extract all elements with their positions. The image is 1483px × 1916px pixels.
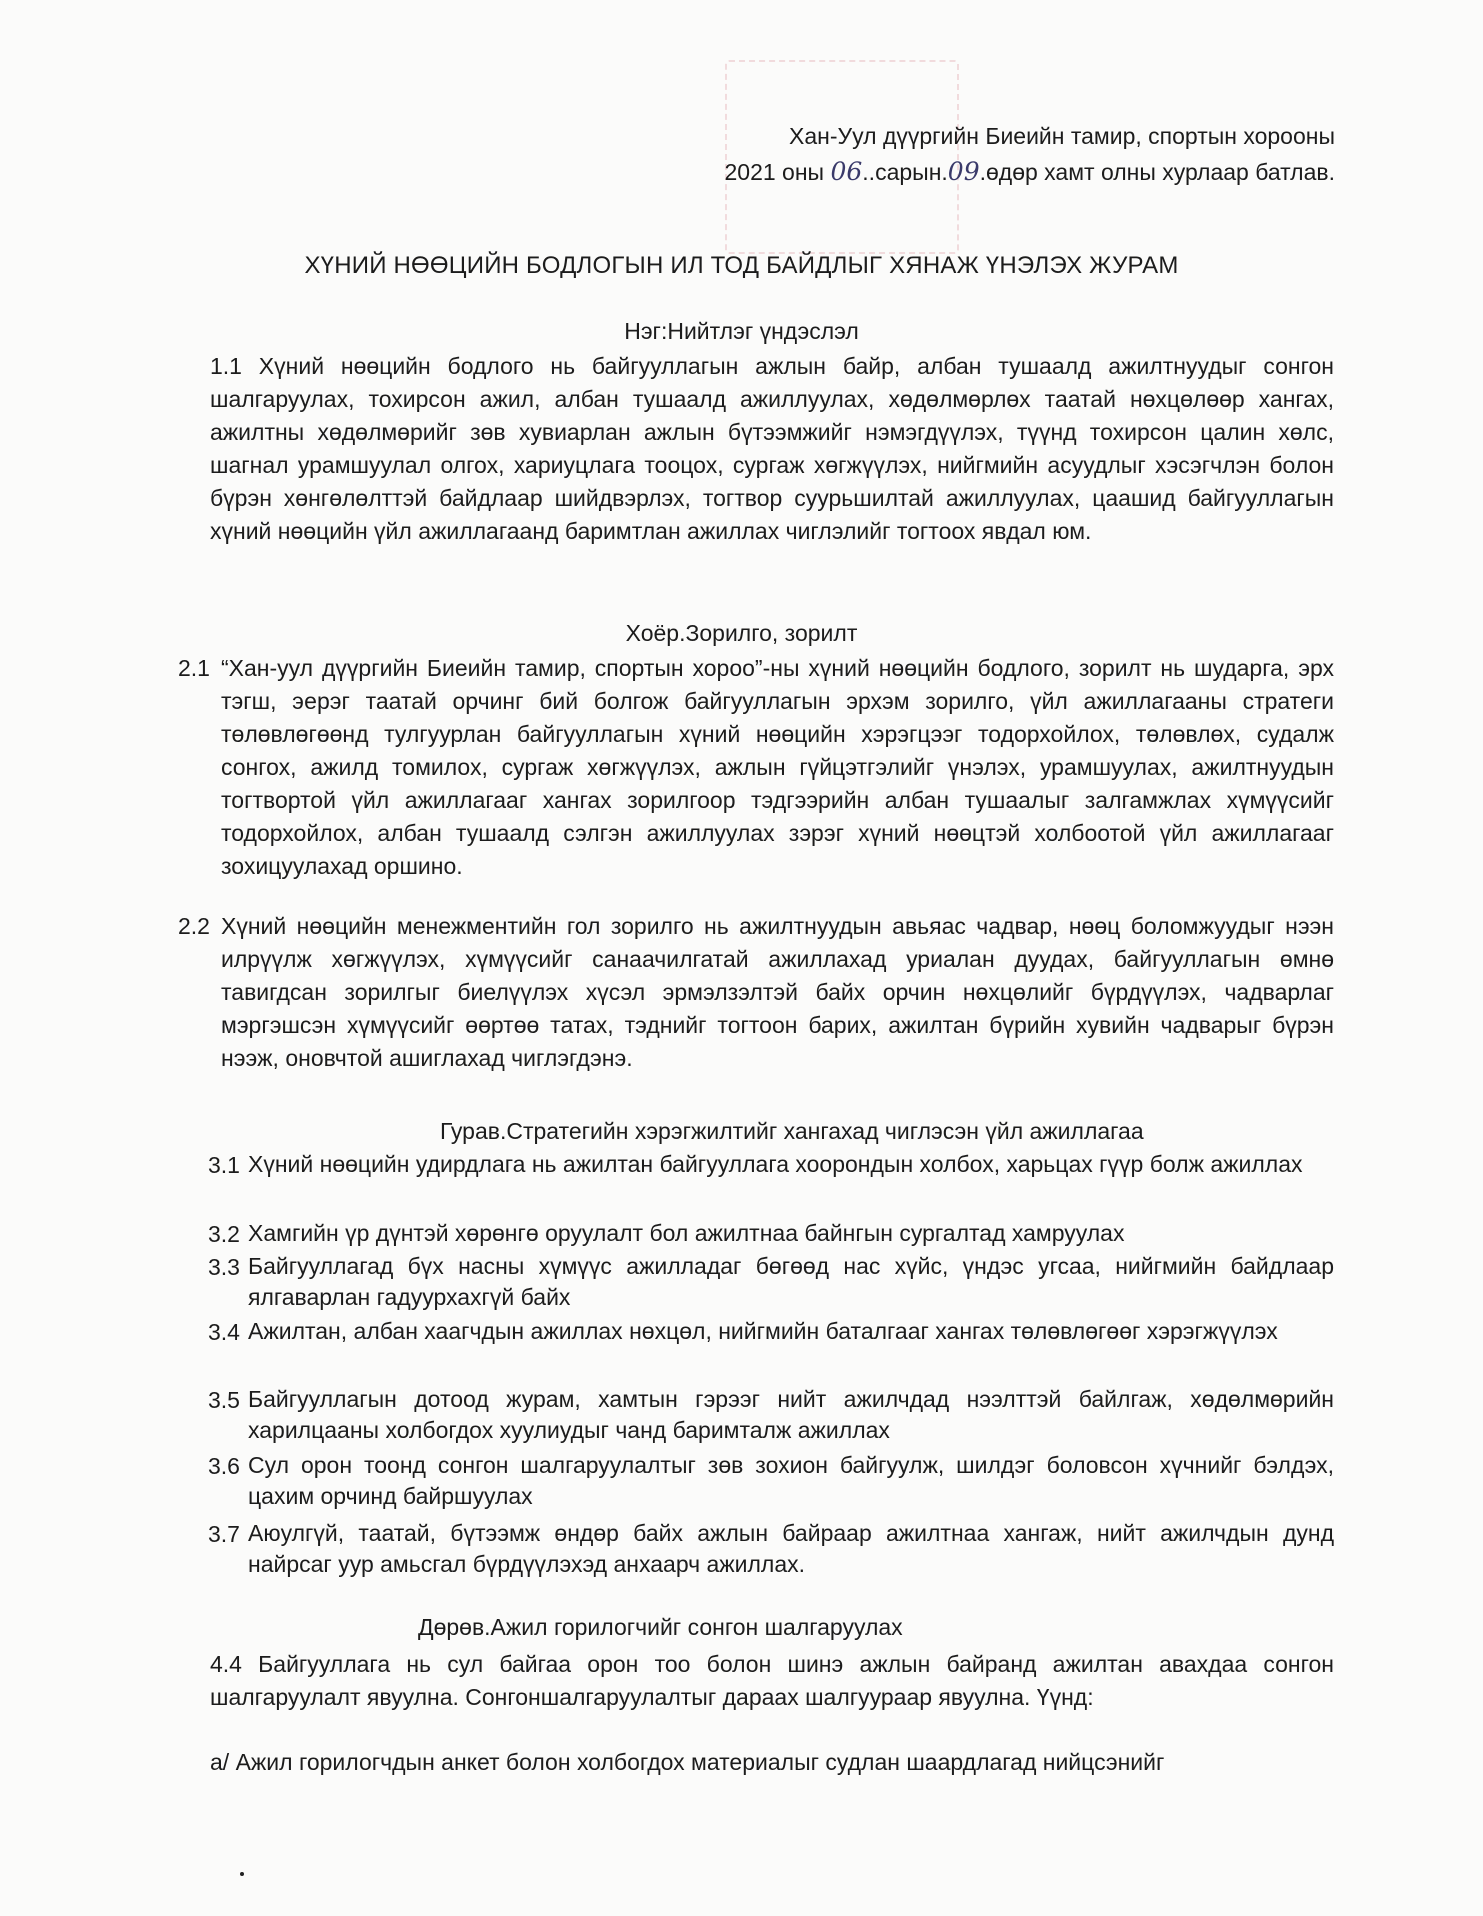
list-item: Сул орон тоонд сонгон шалгаруулалтыг зөв зохион байгуулж, шилдэг боловсон хүчнийг бэлдэх, цахим орчинд байршуулах <box>248 1452 1334 1509</box>
section-2-heading: Хоёр.Зорилго, зорилт <box>625 620 858 646</box>
list-item-number: 3.4 <box>208 1319 240 1345</box>
list-item-number: 3.6 <box>208 1453 240 1479</box>
list-item-number: 3.2 <box>208 1221 240 1247</box>
para-4-4: 4.4 Байгууллага нь сул байгаа орон тоо болон шинэ ажлын байранд ажилтан авахдаа сонгон шалгаруулалт явуулна. Сонгоншалгаруулалтыг дараах шалгуураар явуулна. Үүнд: <box>210 1651 1334 1710</box>
list-item: Байгууллагын дотоод журам, хамтын гэрээг нийт ажилчдад нээлттэй байлгаж, хөдөлмөрийн харилцааны холбогдох хуулиудыг чанд баримталж ажиллах <box>248 1386 1334 1443</box>
list-item-number: 3.7 <box>208 1521 240 1547</box>
approval-month: 06 <box>830 157 863 186</box>
section-1-heading: Нэг:Нийтлэг үндэслэл <box>624 318 859 344</box>
para-2-2-number: 2.2 <box>178 913 210 939</box>
list-item: Ажилтан, албан хаагчдын ажиллах нөхцөл, нийгмийн баталгааг хангах төлөвлөгөөг хэрэгжүүлэх <box>248 1318 1278 1344</box>
section-4-heading: Дөрөв.Ажил горилогчийг сонгон шалгаруулах <box>418 1614 903 1640</box>
section-3-heading: Гурав.Стратегийн хэрэгжилтийг хангахад чиглэсэн үйл ажиллагаа <box>440 1118 1144 1144</box>
para-2-1: “Хан-уул дүүргийн Биеийн тамир, спортын хороо”-ны хүний нөөцийн бодлого, зорилт нь шударга, эрх тэгш, эерэг таатай орчинг бий болгож байгууллагын эрхэм зорилго, үйл ажиллагааны стратеги төлөвлөгөөнд тулгуурлан байгууллагын хүний нөөцийн хэрэгцээг тодорхойлох, төлөвлөх, судалж сонгох, ажилд томилох, сургаж хөгжүүлэх, ажлын гүйцэтгэлийг үнэлэх, урамшуулах, ажилтнуудын тогтвортой үйл ажиллагааг хангах зорилгоор тэдгээрийн албан тушаалыг залгамжлах хүмүүсийг тодорхойлох, албан тушаалд сэлгэн ажиллуулах зэрэг хүний нөөцтэй холбоотой үйл ажиллагааг зохицуулахад оршино. <box>221 655 1334 879</box>
section-1-paragraph: 1.1 Хүний нөөцийн бодлого нь байгууллагын ажлын байр, албан тушаалд ажилтнуудыг сонгон шалгаруулах, тохирсон ажил, албан тушаалд ажиллуулах, хөдөлмөрлөх таатай нөхцөлөөр хангах, ажилтны хөдөлмөрийг зөв хувиарлан ажлын бүтээмжийг нэмэгдүүлэх, түүнд тохирсон цалин хөлс, шагнал урамшуулал олгох, хариуцлага тооцох, сургаж хөгжүүлэх, нийгмийн асуудлыг хэсэгчлэн болон бүрэн хөнгөлөлттэй байдлаар шийдвэрлэх, тогтвор суурьшилтай ажиллуулах, цаашид байгууллагын хүний нөөцийн үйл ажиллагаанд баримтлан ажиллах чиглэлийг тогтоох явдал юм. <box>210 353 1334 544</box>
list-item: Хүний нөөцийн удирдлага нь ажилтан байгууллага хоорондын холбох, харьцах гүүр болж ажиллах <box>248 1151 1303 1177</box>
approval-day: 09 <box>947 157 980 186</box>
approval-block <box>725 118 1336 190</box>
document-title: ХҮНИЙ НӨӨЦИЙН БОДЛОГЫН ИЛ ТОД БАЙДЛЫГ ХЯНАЖ ҮНЭЛЭХ ЖУРАМ <box>304 252 1179 279</box>
list-item: Байгууллагад бүх насны хүмүүс ажилладаг бөгөөд нас хүйс, үндэс угсаа, нийгмийн байдлаар ялгаварлан гадуурхахгүй байх <box>248 1253 1334 1310</box>
approval-line-2: 2021 оны 06..сарын.09.өдөр хамт олны хурлаар батлав. <box>724 157 1335 186</box>
list-item: Аюулгүй, таатай, бүтээмж өндөр байх ажлын байраар ажилтнаа хангаж, нийт ажилчдын дунд найрсаг уур амьсгал бүрдүүлэхэд анхаарч ажиллах. <box>248 1520 1334 1577</box>
approval-line-1: Хан-Уул дүүргийн Биеийн тамир, спортын хорооны <box>789 123 1335 149</box>
scan-speck <box>240 1872 244 1876</box>
list-item-number: 3.3 <box>208 1254 240 1280</box>
list-item-number: 3.5 <box>208 1387 240 1413</box>
para-2-2: Хүний нөөцийн менежментийн гол зорилго нь ажилтнуудын авьяас чадвар, нөөц боломжуудыг нээн илрүүлж хөгжүүлэх, хүмүүсийг санаачилгатай ажиллахад уриалан дуудах, байгууллагын өмнө тавигдсан зорилгыг биелүүлэх хүсэл эрмэлзэлтэй байх орчин нөхцөлийг бүрдүүлэх, чадварлаг мэргэшсэн хүмүүсийг өөртөө татах, тэднийг тогтоон барих, ажилтан бүрийн хувийн чадварыг бүрэн нээж, оновчтой ашиглахад чиглэгдэнэ. <box>221 913 1334 1071</box>
para-2-1-number: 2.1 <box>178 655 210 681</box>
list-item: Хамгийн үр дүнтэй хөрөнгө оруулалт бол ажилтнаа байнгын сургалтад хамруулах <box>248 1220 1125 1246</box>
item-a: а/ Ажил горилогчдын анкет болон холбогдох материалыг судлан шаардлагад нийцсэнийг <box>210 1749 1165 1775</box>
list-item-number: 3.1 <box>208 1152 240 1178</box>
